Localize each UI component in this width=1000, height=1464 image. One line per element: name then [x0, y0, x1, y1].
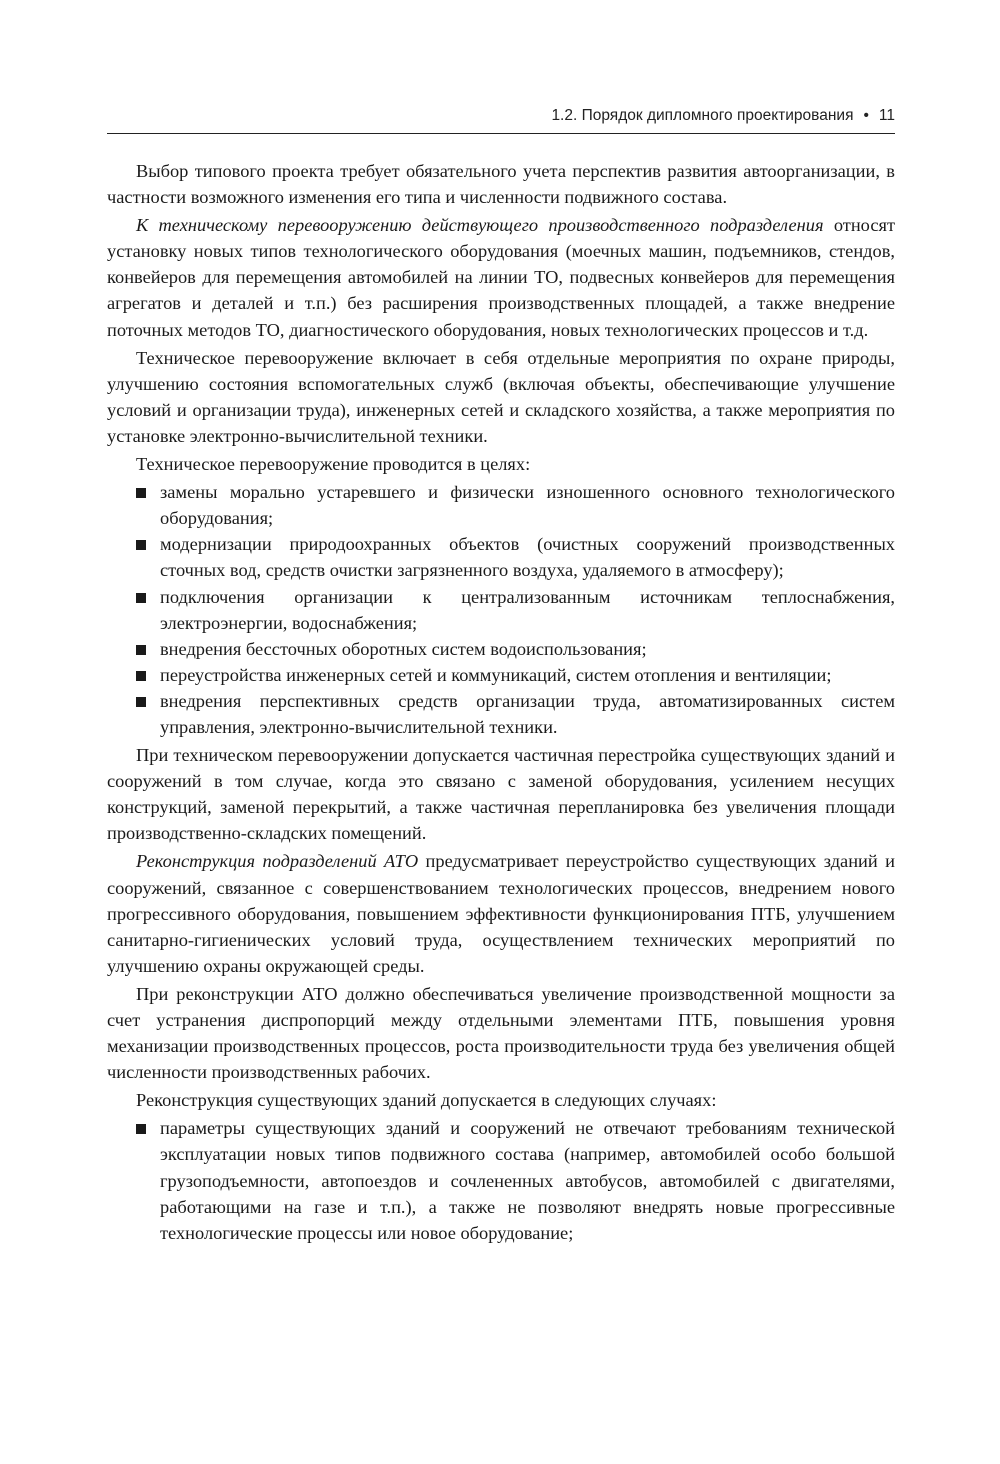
paragraph-technical-reequipment	[107, 212, 895, 342]
list-item	[107, 531, 895, 583]
list-item	[107, 584, 895, 636]
list-item-text: параметры существующих зданий и сооружений не отвечают требованиям технической эксплуатации новых типов подвижного состава (например, автомобилей особо большой грузоподъемности, автопоездов и сочлененных автобусов, автомобилей с двигателями, работающими на газе и т.п.), а также не позволяют внедрять новые прогрессивные технологические процессы или новое оборудование;	[160, 1118, 895, 1243]
square-bullet-icon	[136, 593, 146, 603]
page-number: 11	[878, 107, 895, 124]
term-technical-reequipment: К техническому перевооружению действующего производственного подразделения	[136, 215, 824, 236]
paragraph-technical-reequipment-text: относят установку новых типов технологического оборудования (моечных машин, подъемников, стендов, конвейеров для перемещения автомобилей на линии ТО, подвесных конвейеров для перемещения агрегатов и деталей и т.п.) без расширения производственных площадей, а также внедрение поточных методов ТО, диагностического оборудования, новых технологических процессов и т.д.	[107, 215, 895, 340]
list-item	[107, 662, 895, 688]
body-text	[107, 158, 895, 1248]
paragraph-typical-project: Выбор типового проекта требует обязательного учета перспектив развития автоорганизации, в частности возможного изменения его типа и численности подвижного состава.	[107, 161, 895, 208]
reequipment-goals-list	[107, 479, 895, 740]
list-item-text: внедрения перспективных средств организации труда, автоматизированных систем управления, электронно-вычислительной техники.	[160, 690, 895, 737]
list-item	[107, 479, 895, 531]
list-item	[107, 636, 895, 662]
square-bullet-icon	[136, 540, 146, 550]
list-item-text: модернизации природоохранных объектов (очистных сооружений производственных сточных вод, средств очистки загрязненного воздуха, удаляемого в атмосферу);	[160, 534, 895, 581]
square-bullet-icon	[136, 488, 146, 498]
running-header	[107, 107, 895, 134]
list-item-text: внедрения бессточных оборотных систем водоиспользования;	[160, 638, 647, 659]
square-bullet-icon	[136, 1124, 146, 1134]
term-reconstruction: Реконструкция подразделений АТО	[136, 851, 419, 872]
list-item	[107, 688, 895, 740]
list-item-text: переустройства инженерных сетей и коммуникаций, систем отопления и вентиляции;	[160, 664, 832, 685]
header-bullet: •	[863, 107, 869, 124]
paragraph-reconstruction	[107, 848, 895, 978]
list-item-text: подключения организации к централизованным источникам теплоснабжения, электроэнергии, водоснабжения;	[160, 586, 895, 633]
reconstruction-cases-list	[107, 1115, 895, 1245]
paragraph-partial-rebuild: При техническом перевооружении допускается частичная перестройка существующих зданий и сооружений в том случае, когда это связано с заменой оборудования, усилением несущих конструкций, заменой перекрытий, а также частичная перепланировка без увеличения площади производственно-складских помещений.	[107, 745, 895, 844]
square-bullet-icon	[136, 671, 146, 681]
header-section-title: 1.2. Порядок дипломного проектирования	[551, 107, 854, 124]
paragraph-reequipment-includes: Техническое перевооружение включает в себя отдельные мероприятия по охране природы, улучшению состояния вспомогательных служб (включая объекты, обеспечивающие улучшение условий и организации труда), инженерных сетей и складского хозяйства, а также мероприятия по установке электронно-вычислительной техники.	[107, 347, 895, 446]
paragraph-reconstruction-cases-intro: Реконструкция существующих зданий допускается в следующих случаях:	[136, 1090, 717, 1111]
paragraph-reconstruction-text: предусматривает переустройство существующих зданий и сооружений, связанное с совершенствованием технологических процессов, внедрением нового прогрессивного оборудования, повышением эффективности функционирования ПТБ, улучшением санитарно-гигиенических условий труда, осуществлением технических мероприятий по улучшению охраны окружающей среды.	[107, 851, 896, 976]
list-item	[107, 1115, 895, 1245]
list-item-text: замены морально устаревшего и физически изношенного основного технологического оборудования;	[160, 482, 895, 529]
square-bullet-icon	[136, 697, 146, 707]
paragraph-reequipment-goals-intro: Техническое перевооружение проводится в целях:	[136, 454, 531, 475]
paragraph-capacity-increase: При реконструкции АТО должно обеспечиваться увеличение производственной мощности за счет устранения диспропорций между отдельными элементами ПТБ, повышения уровня механизации производственных процессов, роста производительности труда без увеличения общей численности производственных рабочих.	[107, 983, 895, 1083]
square-bullet-icon	[136, 645, 146, 655]
